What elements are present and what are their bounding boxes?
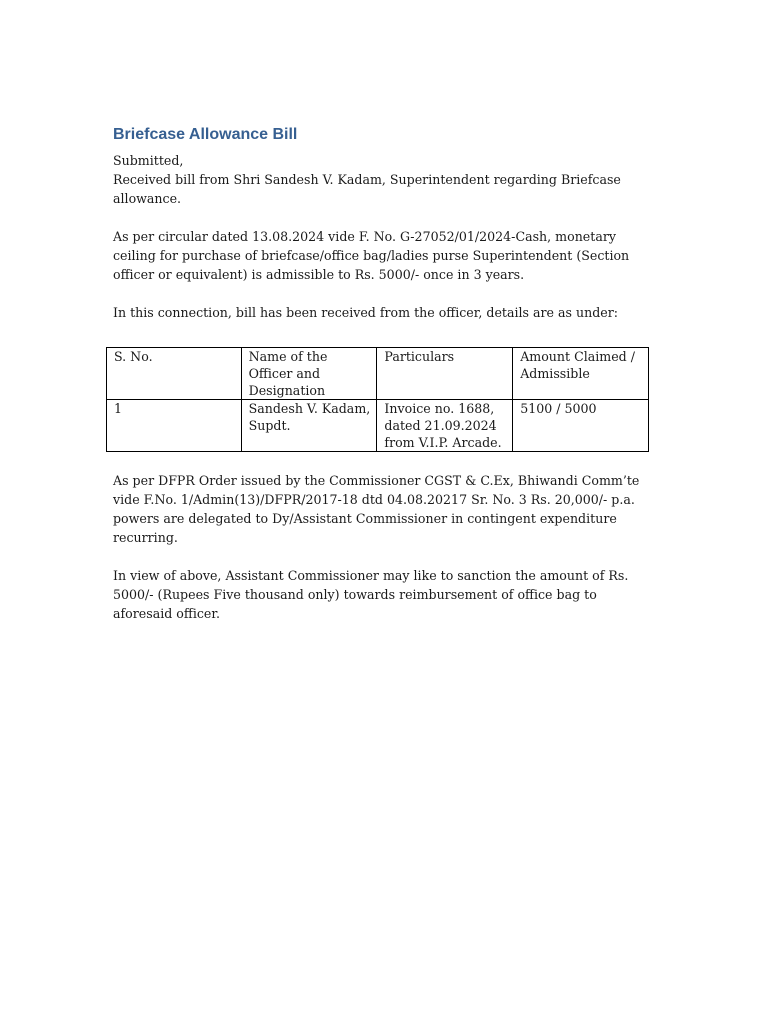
connection-paragraph: In this connection, bill has been received from the officer, details are as under: [113, 305, 618, 320]
dfpr-paragraph: As per DFPR Order issued by the Commissioner CGST & C.Ex, Bhiwandi Comm’te vide F.No. 1/Admin(13)/DFPR/2017-18 dtd 04.08.20217 Sr. No. 3 Rs. 20,000/- p.a. powers are delegated to Dy/Assistant Commissioner in contingent expenditure recurring. [113, 473, 640, 545]
document-title: Briefcase Allowance Bill [113, 126, 298, 143]
cell-amount: 5100 / 5000 [513, 400, 649, 452]
spacer [113, 284, 658, 303]
salutation: Submitted, [113, 153, 184, 168]
spacer [113, 452, 658, 471]
cell-officer: Sandesh V. Kadam, Supdt. [241, 400, 377, 452]
table-header-row [107, 348, 649, 400]
header-particulars: Particulars [377, 348, 513, 400]
cell-sno: 1 [107, 400, 242, 452]
table-row [107, 400, 649, 452]
circular-paragraph: As per circular dated 13.08.2024 vide F. No. G-27052/01/2024-Cash, monetary ceiling for purchase of briefcase/office bag/ladies purse Superintendent (Section officer or equivalent) is admissible to Rs. 5000/- once in 3 years. [113, 229, 630, 282]
cell-particulars: Invoice no. 1688, dated 21.09.2024 from V.I.P. Arcade. [377, 400, 513, 452]
spacer [113, 208, 658, 227]
header-officer: Name of the Officer and Designation [241, 348, 377, 400]
header-sno: S. No. [107, 348, 242, 400]
header-amount: Amount Claimed / Admissible [513, 348, 649, 400]
spacer [113, 547, 658, 566]
intro-paragraph: Received bill from Shri Sandesh V. Kadam, Superintendent regarding Briefcase allowance. [113, 172, 621, 206]
document-page [113, 124, 658, 623]
bill-details-table [106, 347, 649, 452]
spacer [113, 322, 658, 347]
conclusion-paragraph: In view of above, Assistant Commissioner may like to sanction the amount of Rs. 5000/- (Rupees Five thousand only) towards reimbursement of office bag to aforesaid officer. [113, 568, 629, 621]
